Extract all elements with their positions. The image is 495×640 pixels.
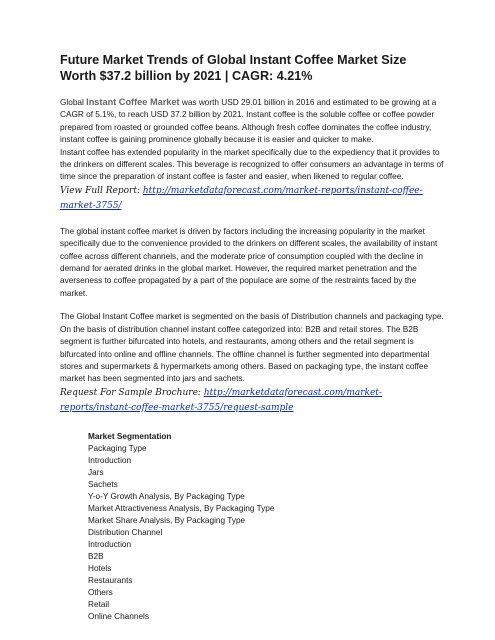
list-item: Packaging Type (88, 443, 147, 453)
list-item: Restaurants (88, 576, 133, 586)
segmentation-paragraph: The Global Instant Coffee market is segmented on the basis of Distribution channels and packaging type. On the basis of distribution channel instant coffee categorized into: B2B and retail stores. The B2B segment is further bifurcated into hotels, and restaurants, among others and the retail segment is bifurcated into online and offline channels. The offline channel is further segmented into departmental stores and supermarkets & hypermarkets among others. Based on packaging type, the instant coffee market has been segmented into jars and sachets. (60, 312, 444, 384)
keyword-instant-coffee-market: Instant Coffee Market (86, 97, 180, 107)
list-item: Market Attractiveness Analysis, By Packaging Type (88, 504, 275, 513)
intro-paragraph-2: Instant coffee has extended popularity in the market specifically due to the expediency that it provides to the drinkers on different scales. This beverage is recognized to offer consumers an advantage in terms of time since the preparation of instant coffee is faster and easier, when likened to regular coffee. (60, 147, 444, 182)
view-full-report (60, 184, 445, 215)
intro-lead: Global (60, 98, 87, 107)
list-item: Market Share Analysis, By Packaging Type (88, 516, 246, 526)
market-segmentation-list (88, 431, 445, 624)
intro-paragraph (60, 96, 445, 147)
list-item: Hotels (88, 564, 112, 574)
list-item: Jars (88, 467, 104, 477)
sample-label: Request For Sample Brochure: (60, 387, 204, 398)
list-item: Distribution Channel (88, 528, 163, 538)
intro-body: was worth USD 29.01 billion in 2016 and estimated to be growing at a CAGR of 5.1%, to reach USD 37.2 billion by 2021. Instant coffee is the soluble coffee or coffee powder prepared from roasted or grounded coffee beans. Although fresh coffee dominates the coffee industry, instant coffee is gaining prominence globally because it is easier and quicker to make. (60, 98, 437, 145)
list-item: Retail (88, 600, 110, 610)
view-report-link[interactable]: http://marketdataforecast.com/market-reports/instant-coffee-market-3755/ (60, 185, 423, 212)
list-item: Others (88, 588, 113, 598)
view-report-label: View Full Report: (60, 185, 143, 196)
segmentation-heading: Market Segmentation (88, 431, 172, 441)
request-sample-brochure (60, 386, 445, 417)
list-item: Introduction (88, 455, 132, 465)
list-item: Y-o-Y Growth Analysis, By Packaging Type (88, 491, 245, 501)
list-item: Introduction (88, 540, 132, 550)
list-item: Sachets (88, 479, 118, 489)
document-body (60, 52, 445, 623)
sample-link[interactable]: http://marketdataforecast.com/market-reports/instant-coffee-market-3755/request-sample (60, 387, 382, 414)
list-item: Online Channels (88, 612, 149, 622)
document-title: Future Market Trends of Global Instant Coffee Market Size Worth $37.2 billion by 2021 | CAGR: 4.21% (60, 53, 407, 83)
drivers-paragraph: The global instant coffee market is driven by factors including the increasing popularity in the market specifically due to the convenience provided to the drinkers on different scales, the availability of instant coffee across different channels, and the moderate price of consumption coupled with the decline in demand for aerated drinks in the global market. However, the required market penetration and the averseness to coffee propagated by a part of the populace are some of the restraints faced by the market. (60, 226, 438, 298)
list-item: B2B (88, 552, 104, 562)
